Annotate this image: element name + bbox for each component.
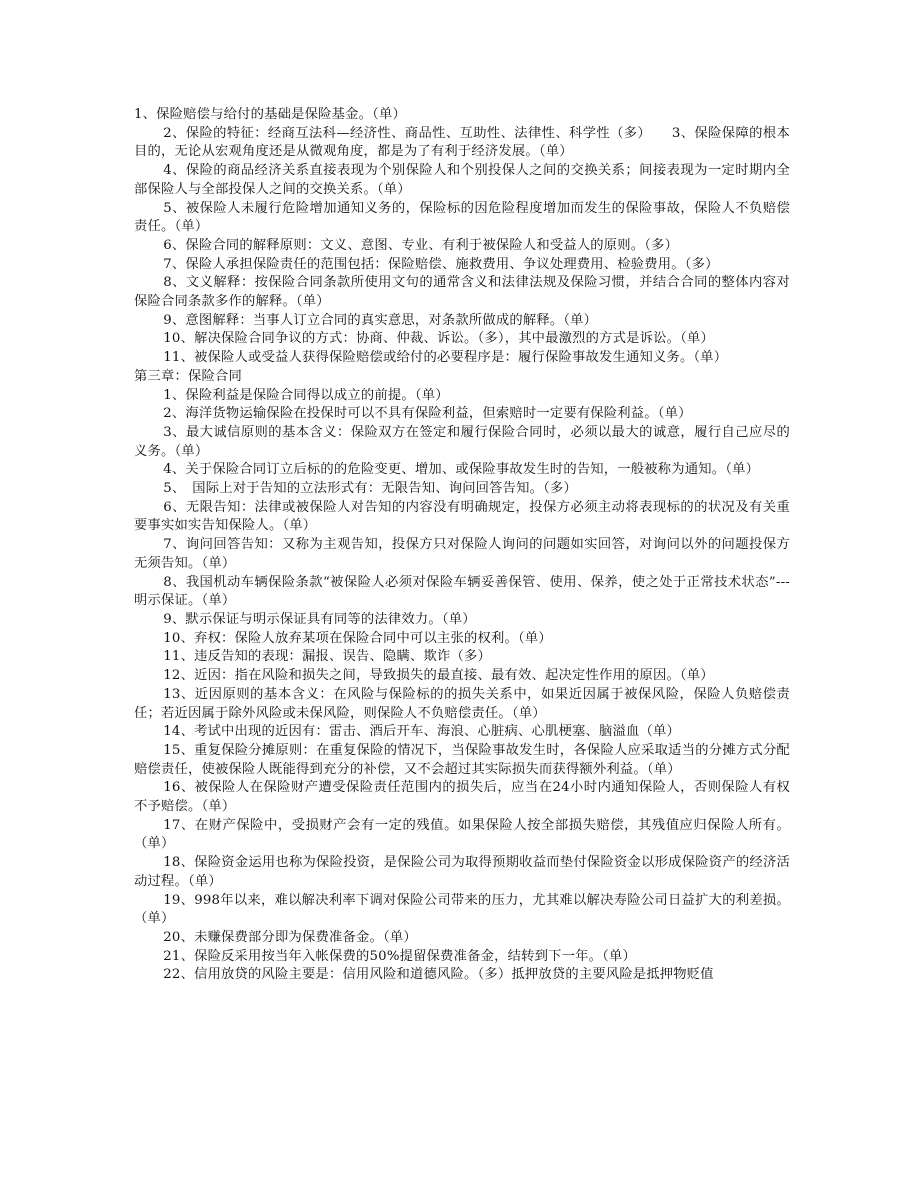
text-paragraph: 13、近因原则的基本含义：在风险与保险标的的损失关系中，如果近因属于被保风险，保险人负赔偿责任；若近因属于除外风险或未保风险，则保险人不负赔偿责任。（单） (134, 686, 790, 721)
text-paragraph: 10、解决保险合同争议的方式：协商、仲裁、诉讼。（多），其中最激烈的方式是诉讼。（单） (163, 331, 714, 347)
text-paragraph: 5、 国际上对于告知的立法形式有：无限告知、询问回答告知。（多） (163, 481, 578, 497)
text-paragraph: 19、998年以来，难以解决利率下调对保险公司带来的压力，尤其难以解决寿险公司日益扩大的利差损。（单） (134, 892, 790, 927)
text-paragraph: 1、保险赔偿与给付的基础是保险基金。（单） (134, 107, 406, 122)
text-paragraph: 11、违反告知的表现：漏报、误告、隐瞒、欺诈（多） (163, 649, 491, 665)
text-paragraph: 16、被保险人在保险财产遭受保险责任范围内的损失后，应当在24小时内通知保险人，否则保险人有权不予赔偿。（单） (134, 780, 790, 815)
text-paragraph: 14、考试中出现的近因有：雷击、酒后开车、海浪、心脏病、心肌梗塞、脑溢血（单） (163, 724, 680, 740)
text-paragraph: 2、保险的特征：经商互法科—经济性、商品性、互助性、法律性、科学性（多） 3、保险保障的根本目的，无论从宏观角度还是从微观角度，都是为了有利于经济发展。（单） (134, 125, 790, 160)
text-paragraph: 8、我国机动车辆保险条款“被保险人必须对保险车辆妥善保管、使用、保养，使之处于正常技术状态”---明示保证。（单） (134, 574, 790, 609)
text-paragraph: 10、弃权：保险人放弃某项在保险合同中可以主张的权利。（单） (163, 630, 552, 646)
text-paragraph: 15、重复保险分摊原则：在重复保险的情况下，当保险事故发生时，各保险人应采取适当的分摊方式分配赔偿责任，使被保险人既能得到充分的补偿，又不会超过其实际损失而获得额外利益。（单） (134, 742, 790, 777)
text-paragraph: 9、意图解释：当事人订立合同的真实意思，对条款所做成的解释。（单） (163, 312, 598, 328)
text-paragraph: 6、保险合同的解释原则：文义、意图、专业、有利于被保险人和受益人的原则。（多） (163, 237, 679, 253)
document-body (134, 106, 790, 985)
text-paragraph: 5、被保险人未履行危险增加通知义务的，保险标的因危险程度增加而发生的保险事故，保险人不负赔偿责任。（单） (134, 200, 790, 235)
text-paragraph: 17、在财产保险中，受损财产会有一定的残值。如果保险人按全部损失赔偿，其残值应归保险人所有。（单） (134, 817, 790, 852)
text-paragraph: 18、保险资金运用也称为保险投资，是保险公司为取得预期收益而垫付保险资金以形成保险资产的经济活动过程。（单） (134, 855, 790, 889)
section-heading: 第三章：保险合同 (134, 368, 242, 384)
text-paragraph: 3、最大诚信原则的基本含义：保险双方在签定和履行保险合同时，必须以最大的诚意，履行自己应尽的义务。（单） (134, 424, 790, 459)
text-paragraph: 11、被保险人或受益人获得保险赔偿或给付的必要程序是：履行保险事故发生通知义务。（单） (163, 350, 728, 366)
text-paragraph: 4、关于保险合同订立后标的的危险变更、增加、或保险事故发生时的告知，一般被称为通知。（单） (163, 462, 760, 478)
text-paragraph: 4、保险的商品经济关系直接表现为个别保险人和个别投保人之间的交换关系；间接表现为一定时期内全部保险人与全部投保人之间的交换关系。（单） (134, 163, 790, 197)
text-paragraph: 9、默示保证与明示保证具有同等的法律效力。（单） (163, 611, 476, 627)
text-paragraph: 1、保险利益是保险合同得以成立的前提。（单） (163, 387, 449, 403)
text-paragraph: 2、海洋货物运输保险在投保时可以不具有保险利益，但索赔时一定要有保险利益。（单） (163, 406, 692, 422)
text-paragraph: 22、信用放贷的风险主要是：信用风险和道德风险。（多）抵押放贷的主要风险是抵押物贬值 (163, 967, 714, 983)
text-paragraph: 20、未赚保费部分即为保费准备金。（单） (163, 929, 417, 945)
text-paragraph: 21、保险反采用按当年入帐保费的50%提留保费准备金，结转到下一年。（单） (163, 948, 636, 964)
text-paragraph: 8、文义解释：按保险合同条款所使用文句的通常含义和法律法规及保险习惯，并结合合同的整体内容对保险合同条款多作的解释。（单） (134, 275, 790, 310)
text-paragraph: 6、无限告知：法律或被保险人对告知的内容没有明确规定，投保方必须主动将表现标的的状况及有关重要事实如实告知保险人。（单） (134, 499, 790, 534)
text-paragraph: 7、询问回答告知：又称为主观告知，投保方只对保险人询问的问题如实回答，对询问以外的问题投保方无须告知。（单） (134, 537, 790, 571)
text-paragraph: 7、保险人承担保险责任的范围包括：保险赔偿、施救费用、争议处理费用、检验费用。（多） (163, 256, 719, 272)
text-paragraph: 12、近因：指在风险和损失之间，导致损失的最直接、最有效、起决定性作用的原因。（单） (163, 668, 714, 684)
